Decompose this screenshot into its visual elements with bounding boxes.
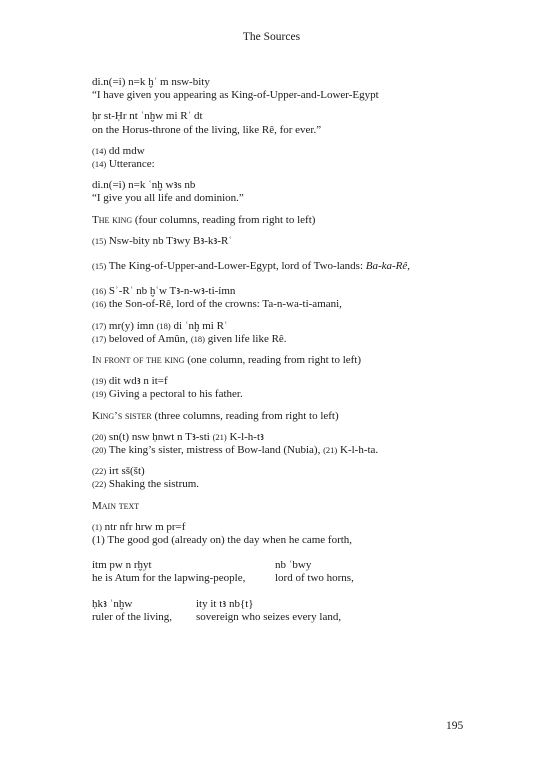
section-heading: King’s sister (three columns, reading from right to left) xyxy=(92,409,339,422)
translation-line: (15) The King-of-Upper-and-Lower-Egypt, lord of Two-lands: Ba-ka-Rê, xyxy=(92,260,411,273)
text-block xyxy=(92,260,492,273)
two-column-block xyxy=(92,559,492,585)
line-number: (19) xyxy=(92,389,107,400)
text-block xyxy=(92,521,492,547)
line-number: (1) xyxy=(92,521,102,532)
translation-line: (16) the Son-of-Rê, lord of the crowns: Ta-n-wa-ti-amani, xyxy=(92,298,342,311)
transliteration-line: di.n(=i) n=k ʿnḫ wꜣs nb xyxy=(92,179,196,192)
transliteration-row: ḥkꜣ ʿnḫw ity it tꜣ nb{t} xyxy=(92,597,254,610)
translation-line: (22) Shaking the sistrum. xyxy=(92,478,200,491)
translation-line: (19) Giving a pectoral to his father. xyxy=(92,388,243,401)
transliteration-line: (16) Sʾ-Rʿ nb ḫʿw Tꜣ-n-wꜣ-ti-ỉmn xyxy=(92,285,236,298)
line-number: (16) xyxy=(92,286,107,297)
transliteration-line: ḥr st-Ḥr nt ʿnḫw mi Rʿ dt xyxy=(92,110,203,123)
text-block xyxy=(92,465,492,491)
heading-small-caps: The king xyxy=(92,213,133,226)
running-header: The Sources xyxy=(242,31,301,43)
text-block xyxy=(92,110,492,136)
translation-row: he is Atum for the lapwing-people, lord of two horns, xyxy=(92,572,354,585)
line-number: (22) xyxy=(92,466,107,477)
heading-small-caps: In front of the king xyxy=(92,354,185,367)
heading-small-caps: King’s sister xyxy=(92,409,152,422)
translation-line: (17) beloved of Amûn, (18) given life like Rê. xyxy=(92,332,287,345)
text-block xyxy=(92,375,492,401)
line-number: (16) xyxy=(92,299,107,310)
text-block xyxy=(92,179,492,205)
section-heading xyxy=(92,500,492,513)
heading-small-caps: Main text xyxy=(92,499,140,512)
line-number: (20) xyxy=(92,431,107,442)
transliteration-line: (19) dit wdꜣ n it=f xyxy=(92,375,168,388)
text-block xyxy=(92,145,492,171)
text-block xyxy=(92,285,492,311)
line-number: (21) xyxy=(323,445,338,456)
line-number: (14) xyxy=(92,145,107,156)
transliteration-line: (1) ntr nfr hrw m pr=f xyxy=(92,520,186,533)
translation-line: (20) The king’s sister, mistress of Bow-land (Nubia), (21) K-l-h-ta. xyxy=(92,444,379,457)
page-number: 195 xyxy=(446,720,464,732)
translation-line: “I have given you appearing as King-of-Upper-and-Lower-Egypt xyxy=(92,89,379,102)
section-heading: In front of the king (one column, reading from right to left) xyxy=(92,354,362,367)
section-heading: The king (four columns, reading from right to left) xyxy=(92,213,316,226)
line-number: (17) xyxy=(92,333,107,344)
translation-line: (1) The good god (already on) the day when he came forth, xyxy=(92,534,353,547)
main-text xyxy=(92,76,492,632)
text-block xyxy=(92,320,492,346)
text-block xyxy=(92,431,492,457)
line-number: (20) xyxy=(92,445,107,456)
transliteration-line: (17) mr(y) ỉmn (18) di ʿnḫ mi Rʿ xyxy=(92,319,228,332)
text-block xyxy=(92,235,492,248)
two-column-block xyxy=(92,598,492,624)
line-number: (15) xyxy=(92,261,107,272)
line-number: (18) xyxy=(156,320,171,331)
transliteration-line: di.n(=i) n=k ḫʿ m nsw-bity xyxy=(92,76,210,88)
line-number: (22) xyxy=(92,479,107,490)
line-number: (18) xyxy=(190,333,205,344)
translation-line: on the Horus-throne of the living, like Rê, for ever.” xyxy=(92,123,322,136)
translation-line: “I give you all life and dominion.” xyxy=(92,192,244,205)
translation-row: ruler of the living, sovereign who seizes every land, xyxy=(92,610,342,623)
transliteration-line: (14) dd mdw xyxy=(92,144,145,157)
transliteration-line: (22) irt sš(št) xyxy=(92,465,145,478)
translation-line: (14) Utterance: xyxy=(92,158,155,171)
transliteration-line: (15) Nsw-bity nb Tꜣwy Bꜣ-kꜣ-Rʿ xyxy=(92,234,232,247)
transliteration-row: ỉtm pw n rḫyt nb ʿbwy xyxy=(92,559,312,572)
text-block xyxy=(92,76,492,102)
transliteration-line: (20) sn(t) nsw ḥnwt n Tꜣ-sti (21) K-l-h-tꜣ xyxy=(92,430,264,443)
line-number: (17) xyxy=(92,320,107,331)
line-number: (15) xyxy=(92,235,107,246)
line-number: (14) xyxy=(92,159,107,170)
line-number: (21) xyxy=(212,431,227,442)
line-number: (19) xyxy=(92,376,107,387)
